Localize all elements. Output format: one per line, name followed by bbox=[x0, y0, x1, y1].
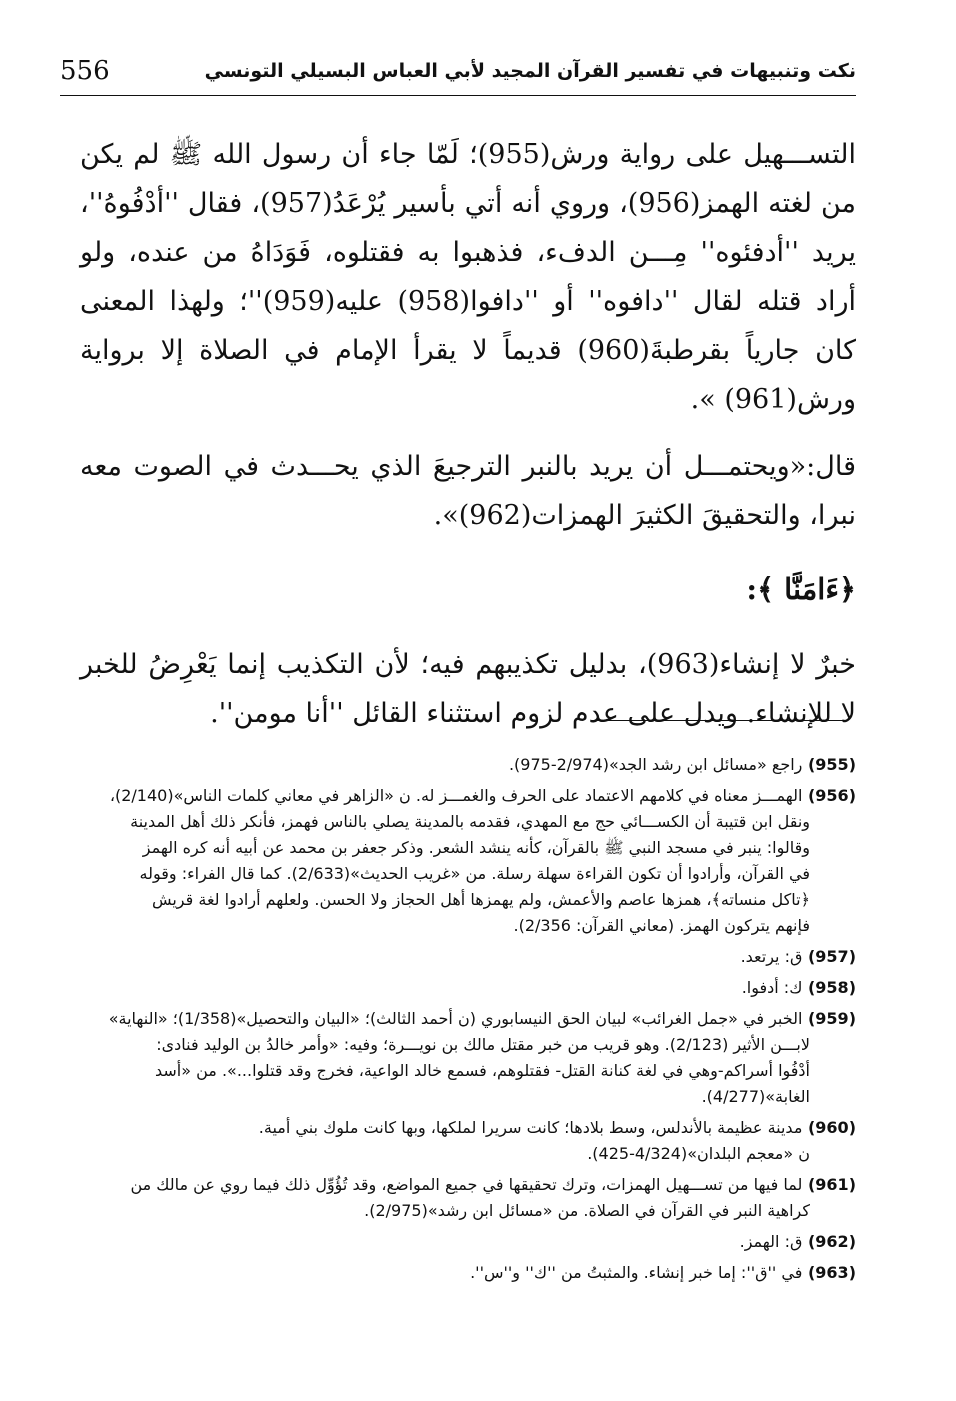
footnote-text: أدْفُوا أسراكم-وهي في لغة كنانة القتل- فقتلوهم، فسمع خالد الواعية، فخرج وقد قتلوا...». من «أسد bbox=[154, 1061, 810, 1080]
header-divider bbox=[60, 95, 856, 96]
footnote bbox=[76, 1006, 856, 1110]
footnote-line bbox=[76, 1006, 856, 1032]
running-title: نكت وتنبيهات في تفسير القرآن المجيد لأبي العباس البسيلي التونسي bbox=[204, 60, 856, 82]
footnote-line bbox=[76, 752, 856, 778]
footnote-text: ق: يرتعد. bbox=[740, 947, 803, 966]
verse-heading: ﴿ءَامَنَّا ﴾: bbox=[746, 572, 856, 606]
main-text bbox=[80, 130, 856, 738]
footnote bbox=[76, 752, 856, 778]
footnote bbox=[76, 1260, 856, 1286]
paragraph-2: قال:«ويحتمـــل أن يريد بالنبر الترجيعَ الذي يحـــدث في الصوت معه نبرا، والتحقيقَ الكثيرَ الهمزات(962)». bbox=[80, 451, 856, 531]
footnote-line bbox=[76, 1032, 856, 1058]
footnote-line bbox=[76, 944, 856, 970]
footnote-line bbox=[76, 1084, 856, 1110]
footnote-text: لما فيها من تســـهيل الهمزات، وترك تحقيقها في جميع المواضع، وقد تُؤُوِّل ذلك فيما روي عن مالك من bbox=[130, 1175, 803, 1194]
footnote-text: في ''ق'': إما خبر إنشاء. والمثبتُ من ''ك'' و''س''. bbox=[470, 1263, 803, 1282]
footnote-number: (956) bbox=[802, 786, 856, 805]
footnote-text: الهمـــز معناه في كلامهم الاعتماد على الحرف والغمـــز له. ن «الزاهر في معاني كلمات الناس»(2/140)، bbox=[109, 786, 803, 805]
footnote-text: كراهية النبر في القرآن في الصلاة. من «مسائل ابن رشد»(2/975). bbox=[364, 1201, 810, 1220]
footnote-number: (960) bbox=[802, 1118, 856, 1137]
footnote-line bbox=[76, 1229, 856, 1255]
footnote-line bbox=[76, 1058, 856, 1084]
footnote-line bbox=[76, 835, 856, 861]
footnote-text: ونقل ابن قتيبة أن الكســـائي حج مع المهدي، فقدمه بالمدينة يصلي بالناس فهمز، فأنكر ذلك أهل المدينة bbox=[130, 812, 810, 831]
footnote-number: (961) bbox=[802, 1175, 856, 1194]
footnote-text: الخبر في «جمل الغرائب» لبيان الحق النيسابوري (ن أحمد الثالث)؛ «البيان والتحصيل»(1/358)؛ «النهاية» bbox=[108, 1009, 803, 1028]
footnote-line bbox=[76, 1115, 856, 1141]
footnote-text: ﴿تاكل منساته﴾، همزها عاصم والأعمش، ولم يهمزها أهل الحجاز ولا الحسن. ولعلهم أرادوا لغة قريش bbox=[151, 890, 810, 909]
footnote-number: (963) bbox=[802, 1263, 856, 1282]
footnote-text: راجع «مسائل ابن رشد الجد»(2/974-975). bbox=[508, 755, 803, 774]
footnote bbox=[76, 1229, 856, 1255]
footnote bbox=[76, 1115, 856, 1167]
footnote-line bbox=[76, 1172, 856, 1198]
footnote-line bbox=[76, 1141, 856, 1167]
footnote-number: (957) bbox=[802, 947, 856, 966]
footnote-divider bbox=[592, 720, 848, 721]
footnote bbox=[76, 975, 856, 1001]
footnote-text: لابـــن الأثير (2/123). وهو قريب من خبر مقتل مالك بن نويـــرة؛ وفيه: «وأمر خالدُ بن الوليد فنادى: bbox=[156, 1035, 810, 1054]
footnote-text: الغابة»(4/277). bbox=[701, 1087, 810, 1106]
footnote-line bbox=[76, 887, 856, 913]
footnote-line bbox=[76, 975, 856, 1001]
footnote bbox=[76, 783, 856, 939]
footnote-line bbox=[76, 809, 856, 835]
footnote-line bbox=[76, 783, 856, 809]
footnote-line bbox=[76, 1260, 856, 1286]
footnote-text: ن «معجم البلدان»(4/324-425). bbox=[587, 1144, 810, 1163]
footnotes bbox=[76, 752, 856, 1291]
footnote-number: (962) bbox=[802, 1232, 856, 1251]
footnote-text: ق: الهمز. bbox=[739, 1232, 803, 1251]
page-number: 556 bbox=[60, 56, 110, 86]
footnote-number: (955) bbox=[802, 755, 856, 774]
footnote-text: في القرآن، وأرادوا أن تكون القراءة سهلة رسلة. من «غريب الحديث»(2/633). كما قال الفراء: وقوله bbox=[139, 864, 810, 883]
footnote-line bbox=[76, 913, 856, 939]
footnote bbox=[76, 1172, 856, 1224]
footnote-line bbox=[76, 861, 856, 887]
paragraph-3: خبرٌ لا إنشاء(963)، بدليل تكذيبهم فيه؛ لأن التكذيب إنما يَعْرِضُ للخبر لا للإنشاء. ويدل على عدم لزوم استثناء القائل ''أنا مومن''. bbox=[80, 649, 856, 729]
footnote-text: مدينة عظيمة بالأندلس، وسط بلادها؛ كانت سريرا لملكها، وبها كانت ملوك بني أمية. bbox=[258, 1118, 803, 1137]
footnote-text: ك: أدفوا. bbox=[741, 978, 803, 997]
footnote-line bbox=[76, 1198, 856, 1224]
footnote-text: وقالوا: ينبر في مسجد النبي ﷺ بالقرآن، كأنه ينشد الشعر. وذكر جعفر بن محمد عن أبيه أنه كره الهمز bbox=[142, 838, 810, 857]
footnote-number: (958) bbox=[802, 978, 856, 997]
footnote-text: فإنهم يتركون الهمز. (معاني القرآن: 2/356). bbox=[513, 916, 810, 935]
footnote-number: (959) bbox=[802, 1009, 856, 1028]
footnote bbox=[76, 944, 856, 970]
paragraph-1: التســـهيل على رواية ورش(955)؛ لَمّا جاء أن رسول الله ﷺ لم يكن من لغته الهمز(956)، وروي أنه أتي بأسير يُرْعَدُ(957)، فقال ''أدْفُوهُ''، يريد ''أدفئوه'' مِـــن الدفء، فذهبوا به فقتلوه، فَوَدَاهُ من عنده، ولو أراد قتله لقال ''دافوه'' أو ''دافوا(958) عليه(959)''؛ ولهذا المعنى كان جارياً بقرطبةَ(960) قديماً لا يقرأ الإمام في الصلاة إلا برواية ورش(961) ». bbox=[80, 139, 856, 415]
